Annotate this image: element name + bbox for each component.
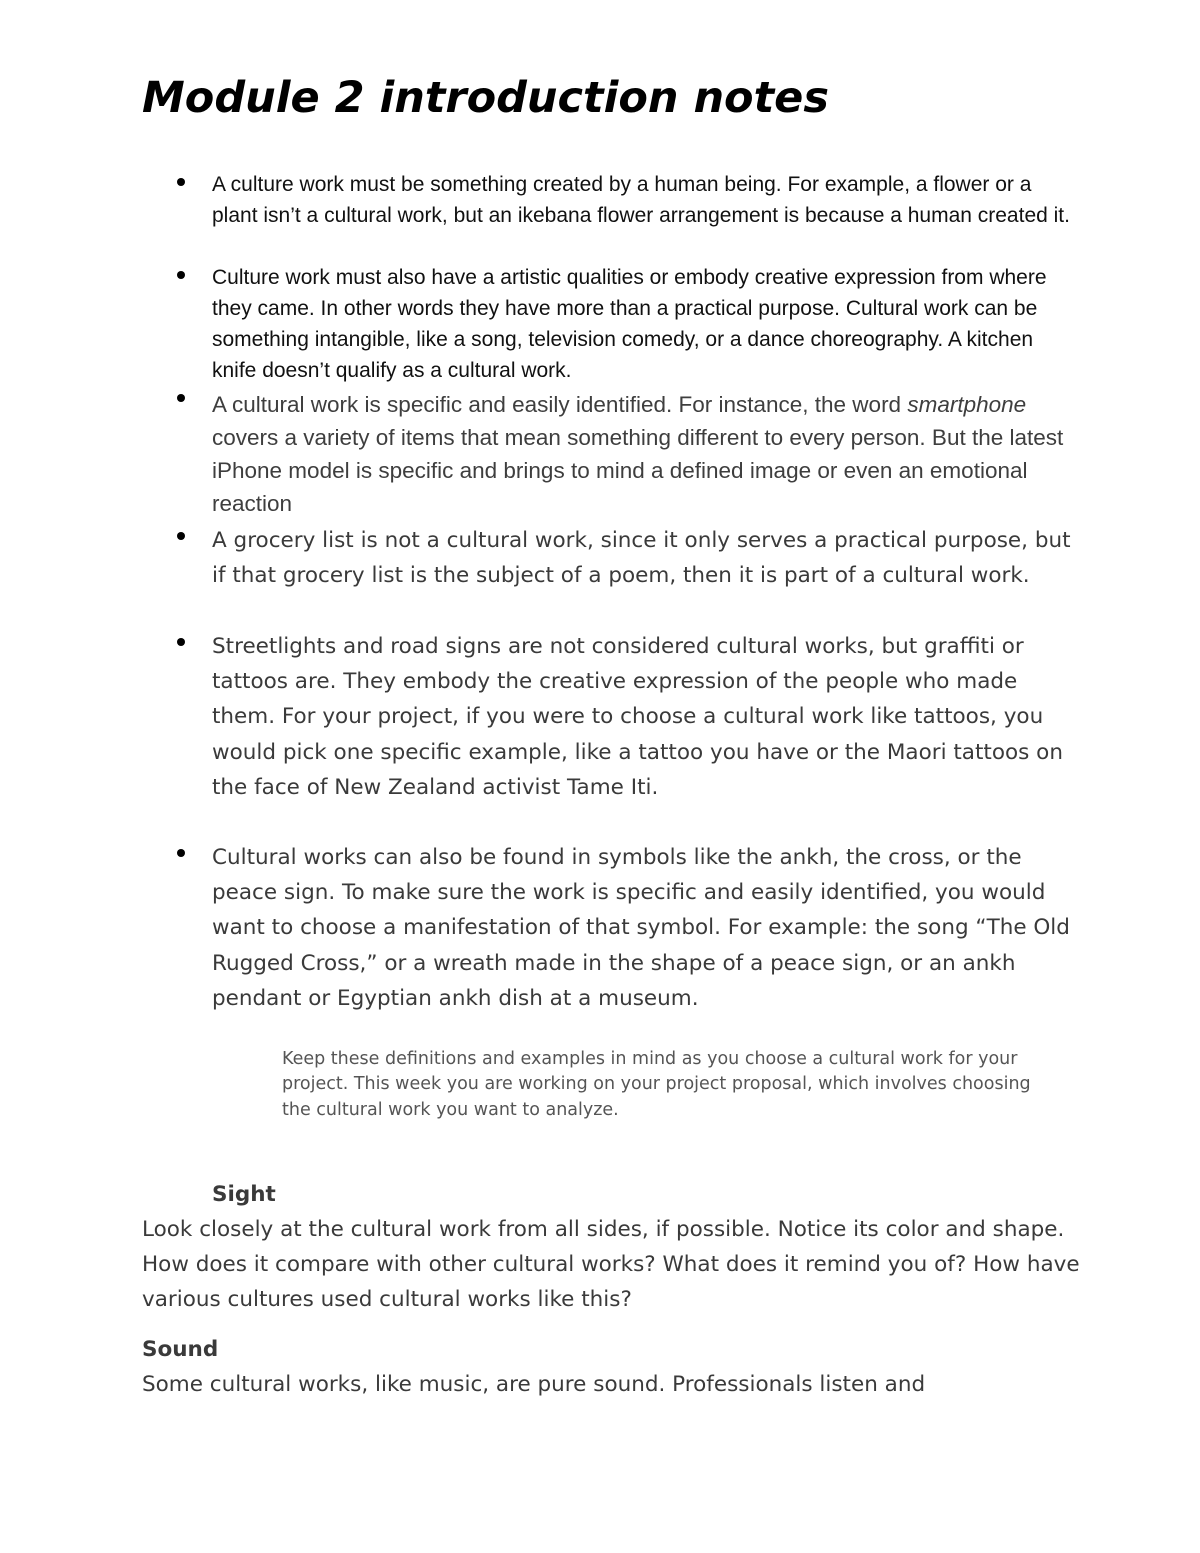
emphasized-term: smartphone	[907, 392, 1027, 417]
section-heading-sight: Sight	[212, 1182, 276, 1207]
list-item-text: A cultural work is specific and easily identified. For instance, the word	[212, 392, 908, 417]
section-heading-sound: Sound	[142, 1337, 219, 1362]
section-body-sight: Look closely at the cultural work from all sides, if possible. Notice its color and shape. How does it compare with other cultural works? What does it remind you of? How have various cultures used cultural works like this?	[142, 1217, 1080, 1313]
tip-paragraph: Keep these definitions and examples in mind as you choose a cultural work for your project. This week you are working on your project proposal, which involves choosing the cultural work you want to analyze.	[282, 1049, 1031, 1120]
list-item: Culture work must also have a artistic qualities or embody creative expression from where they came. In other words they have more than a practical purpose. Cultural work can be something intangible, like a song, television comedy, or a dance choreography. A kitchen knife doesn’t qualify as a cultural work.	[212, 262, 1072, 386]
list-item: Cultural works can also be found in symbols like the ankh, the cross, or the peace sign. To make sure the work is specific and easily identified, you would want to choose a manifestation of that symbol. For example: the song “The Old Rugged Cross,” or a wreath made in the shape of a peace sign, or an ankh pendant or Egyptian ankh dish at a museum.	[212, 840, 1072, 1016]
list-item: Streetlights and road signs are not considered cultural works, but graffiti or tattoos are. They embody the creative expression of the people who made them. For your project, if you were to choose a cultural work like tattoos, you would pick one specific example, like a tattoo you have or the Maori tattoos on the face of New Zealand activist Tame Iti.	[212, 629, 1072, 805]
section-body-sound: Some cultural works, like music, are pure sound. Professionals listen and	[142, 1372, 926, 1397]
page-title: Module 2 introduction notes	[142, 73, 829, 123]
list-item: A culture work must be something created by a human being. For example, a flower or a plant isn’t a cultural work, but an ikebana flower arrangement is because a human created it.	[212, 169, 1072, 231]
list-item-text: covers a variety of items that mean something different to every person. But the latest iPhone model is specific and brings to mind a defined image or even an emotional reaction	[212, 425, 1064, 516]
list-item: A grocery list is not a cultural work, since it only serves a practical purpose, but if that grocery list is the subject of a poem, then it is part of a cultural work.	[212, 523, 1072, 593]
list-item	[212, 388, 1072, 520]
